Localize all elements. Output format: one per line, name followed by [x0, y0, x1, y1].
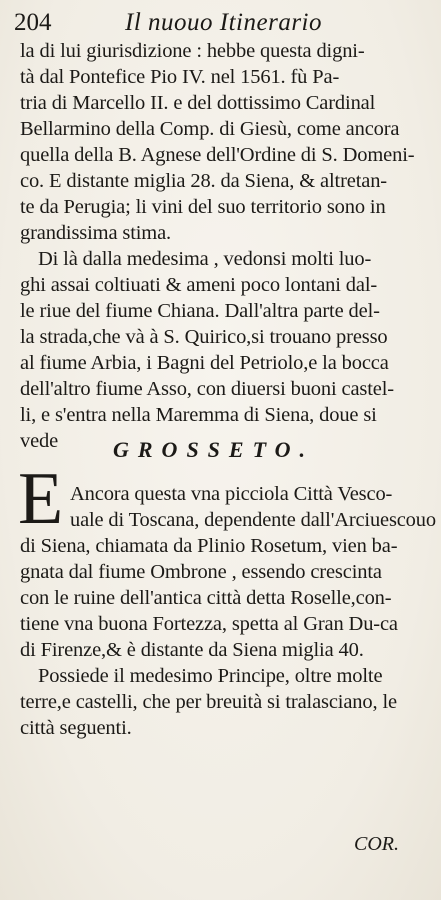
text-line: quella della B. Agnese dell'Ordine di S. Domeni- — [20, 144, 415, 166]
text-line: di Siena, chiamata da Plinio Rosetum, vien ba- — [20, 535, 398, 557]
drop-cap: E — [18, 458, 64, 540]
text-line: le riue del fiume Chiana. Dall'altra parte del- — [20, 300, 380, 322]
text-line: te da Perugia; li vini del suo territorio sono in — [20, 196, 386, 218]
text-line: vede — [20, 430, 59, 452]
catchword: COR. — [354, 833, 399, 855]
text-line: Di là dalla medesima , vedonsi molti luo- — [38, 248, 372, 270]
text-line: Possiede il medesimo Principe, oltre molte — [38, 665, 383, 687]
text-line: terre,e castelli, che per breuità si tralasciano, le — [20, 691, 397, 713]
running-title: Il nuouo Itinerario — [125, 9, 322, 36]
text-line: tà dal Pontefice Pio IV. nel 1561. fù Pa- — [20, 66, 340, 88]
text-line: di Firenze,& è distante da Siena miglia 40. — [20, 639, 364, 661]
section-title: GROSSETO. — [113, 437, 315, 462]
text-line: co. E distante miglia 28. da Siena, & altretan- — [20, 170, 387, 192]
text-line: la strada,che và à S. Quirico,si trouano presso — [20, 326, 388, 348]
text-line: tria di Marcello II. e del dottissimo Cardinal — [20, 92, 376, 114]
text-line: li, e s'entra nella Maremma di Siena, doue si — [20, 404, 377, 426]
text-line: uale di Toscana, dependente dall'Arciuescouo — [70, 509, 436, 531]
text-line: al fiume Arbia, i Bagni del Petriolo,e la bocca — [20, 352, 389, 374]
text-line: dell'altro fiume Asso, con diuersi buoni castel- — [20, 378, 394, 400]
text-line: tiene vna buona Fortezza, spetta al Gran Du-ca — [20, 613, 398, 635]
text-line: città seguenti. — [20, 717, 132, 739]
text-line: ghi assai coltiuati & ameni poco lontani dal- — [20, 274, 378, 296]
text-line: grandissima stima. — [20, 222, 172, 244]
text-line: la di lui giurisdizione : hebbe questa digni- — [20, 40, 365, 62]
text-line: con le ruine dell'antica città detta Roselle,con- — [20, 587, 392, 609]
page-header — [14, 6, 434, 40]
text-line: gnata dal fiume Ombrone , essendo crescinta — [20, 561, 382, 583]
text-line: Bellarmino della Comp. di Giesù, come ancora — [20, 118, 400, 140]
page-number: 204 — [14, 9, 52, 36]
text-line: Ancora questa vna picciola Città Vesco- — [70, 483, 393, 505]
